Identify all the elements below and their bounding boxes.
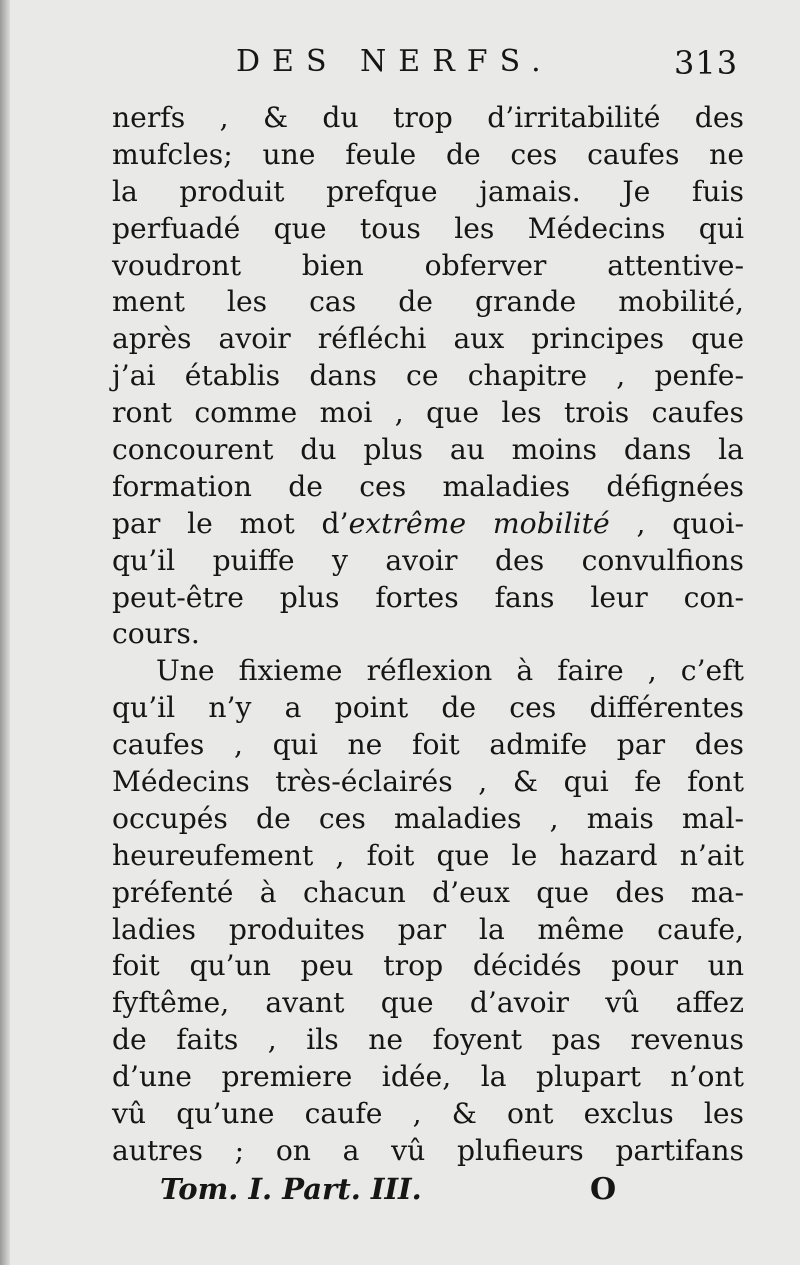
text-line: voudront bien obferver attentive- bbox=[112, 248, 744, 282]
text-line: Médecins très-éclairés , & qui fe font bbox=[112, 765, 744, 799]
text-line: concourent du plus au moins dans la bbox=[112, 433, 744, 467]
text-line: perfuadé que tous les Médecins qui bbox=[112, 211, 744, 245]
text-line: formation de ces maladies défignées bbox=[112, 469, 744, 503]
text-line-paragraph-end: cours. bbox=[112, 617, 200, 651]
text-line: qu’il n’y a point de ces différentes bbox=[112, 691, 744, 725]
text-line: préfenté à chacun d’eux que des ma- bbox=[112, 875, 744, 909]
text-line-mixed bbox=[112, 506, 744, 543]
running-head bbox=[0, 44, 800, 94]
text-line: après avoir réfléchi aux principes que bbox=[112, 322, 744, 356]
text-line: j’ai établis dans ce chapitre , penfe- bbox=[112, 359, 744, 393]
text-line-paragraph-start: Une fixieme réflexion à faire , c’eft bbox=[156, 654, 744, 688]
text-line: ladies produites par la même caufe, bbox=[112, 912, 744, 946]
page-footer bbox=[0, 1172, 800, 1222]
text-line: ment les cas de grande mobilité, bbox=[112, 285, 744, 319]
text-line: ront comme moi , que les trois caufes bbox=[112, 396, 744, 430]
page-number: 313 bbox=[674, 44, 739, 82]
text-line: nerfs , & du trop d’irritabilité des bbox=[112, 101, 744, 134]
signature-note: Tom. I. Part. III. bbox=[160, 1172, 422, 1206]
text-run: , quoi- bbox=[609, 506, 745, 540]
italic-term: extrême mobilité bbox=[348, 506, 610, 540]
text-line: vû qu’une caufe , & ont exclus les bbox=[112, 1097, 744, 1131]
text-line: autres ; on a vû plufieurs partifans bbox=[112, 1133, 744, 1167]
text-line: foit qu’un peu trop décidés pour un bbox=[112, 949, 744, 983]
text-line: heureufement , foit que le hazard n’ait bbox=[112, 838, 744, 872]
text-line: qu’il puiffe y avoir des convulfions bbox=[112, 543, 744, 577]
text-run: par le mot d’ bbox=[112, 506, 349, 540]
text-line: peut-être plus fortes fans leur con- bbox=[112, 580, 744, 614]
text-line: de faits , ils ne foyent pas revenus bbox=[112, 1023, 744, 1057]
text-line: caufes , qui ne foit admife par des bbox=[112, 728, 744, 762]
text-line: la produit prefque jamais. Je fuis bbox=[112, 174, 744, 208]
text-line: mufcles; une feule de ces caufes ne bbox=[112, 137, 744, 171]
page-edge-shadow bbox=[0, 0, 10, 1265]
text-line: fyftême, avant que d’avoir vû affez bbox=[112, 986, 744, 1020]
running-title: DES NERFS. bbox=[236, 44, 553, 79]
text-line: d’une premiere idée, la plupart n’ont bbox=[112, 1060, 744, 1094]
text-line: occupés de ces maladies , mais mal- bbox=[112, 801, 744, 835]
signature-mark: O bbox=[590, 1172, 617, 1207]
body-text bbox=[112, 100, 744, 1170]
